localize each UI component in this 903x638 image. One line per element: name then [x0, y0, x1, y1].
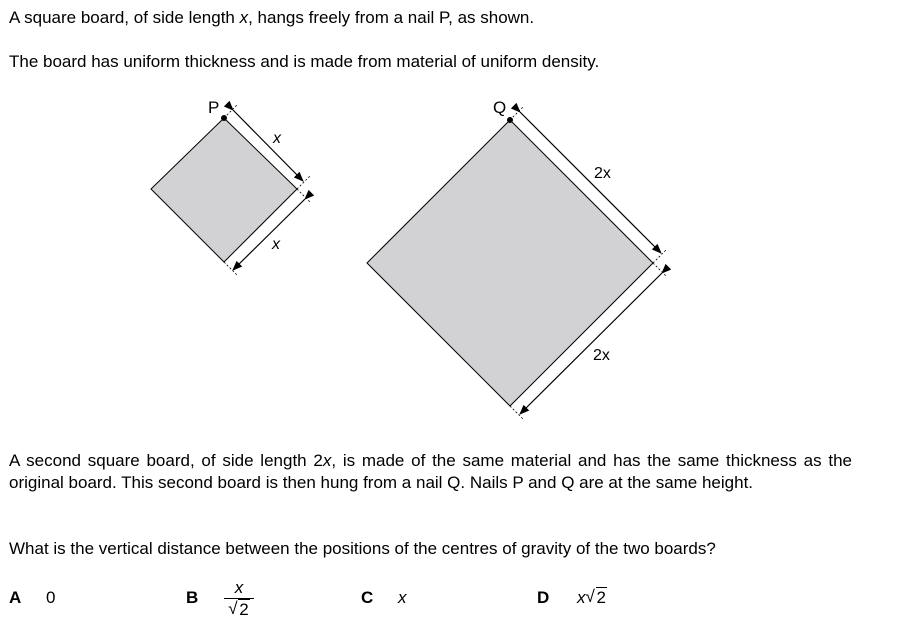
option-d-letter: D [537, 588, 550, 607]
boards-diagram [0, 88, 903, 438]
option-b-letter: B [186, 588, 199, 607]
question-text: What is the vertical distance between the positions of the centres of gravity of the two boards? [9, 539, 716, 558]
option-d-radicand: 2 [596, 588, 606, 607]
nail-label-p: P [208, 98, 220, 117]
option-a-value: 0 [46, 588, 56, 607]
small-side-label-2: x [272, 236, 280, 253]
option-b-numerator: x [234, 578, 244, 597]
para2-text-end: , is made of the same material and has the same thickness as the original board. This second board is then hung from a nail Q. Nails P and Q are at the same height. [9, 451, 852, 492]
option-a-letter: A [9, 588, 22, 607]
option-b-denominator [222, 599, 256, 621]
option-d-value [577, 588, 607, 608]
intro-line-1-variable: x [239, 8, 249, 27]
sqrt-icon: √ [228, 599, 238, 618]
intro-line-1-text-end: , hangs freely from a nail P, as shown. [248, 8, 535, 27]
option-c-letter: C [361, 588, 374, 607]
para2-text-start: A second square board, of side length 2 [9, 451, 323, 470]
option-b-radicand: 2 [239, 600, 249, 619]
large-side-label-1: 2x [594, 165, 611, 182]
para2-variable: x [322, 451, 332, 470]
intro-line-1-text: A square board, of side length [9, 8, 240, 27]
nail-label-q: Q [493, 98, 507, 117]
intro-line-2: The board has uniform thickness and is made from material of uniform density. [9, 52, 600, 71]
option-b-fraction [222, 578, 256, 621]
intro-line-1 [9, 8, 534, 28]
large-side-label-2: 2x [593, 347, 610, 364]
large-board [367, 120, 653, 406]
small-side-label-1: x [273, 130, 281, 147]
option-c-value: x [398, 588, 407, 607]
option-d-coefficient: x [577, 588, 586, 607]
sqrt-icon: √ [585, 587, 595, 606]
paragraph-second-board [9, 450, 852, 494]
